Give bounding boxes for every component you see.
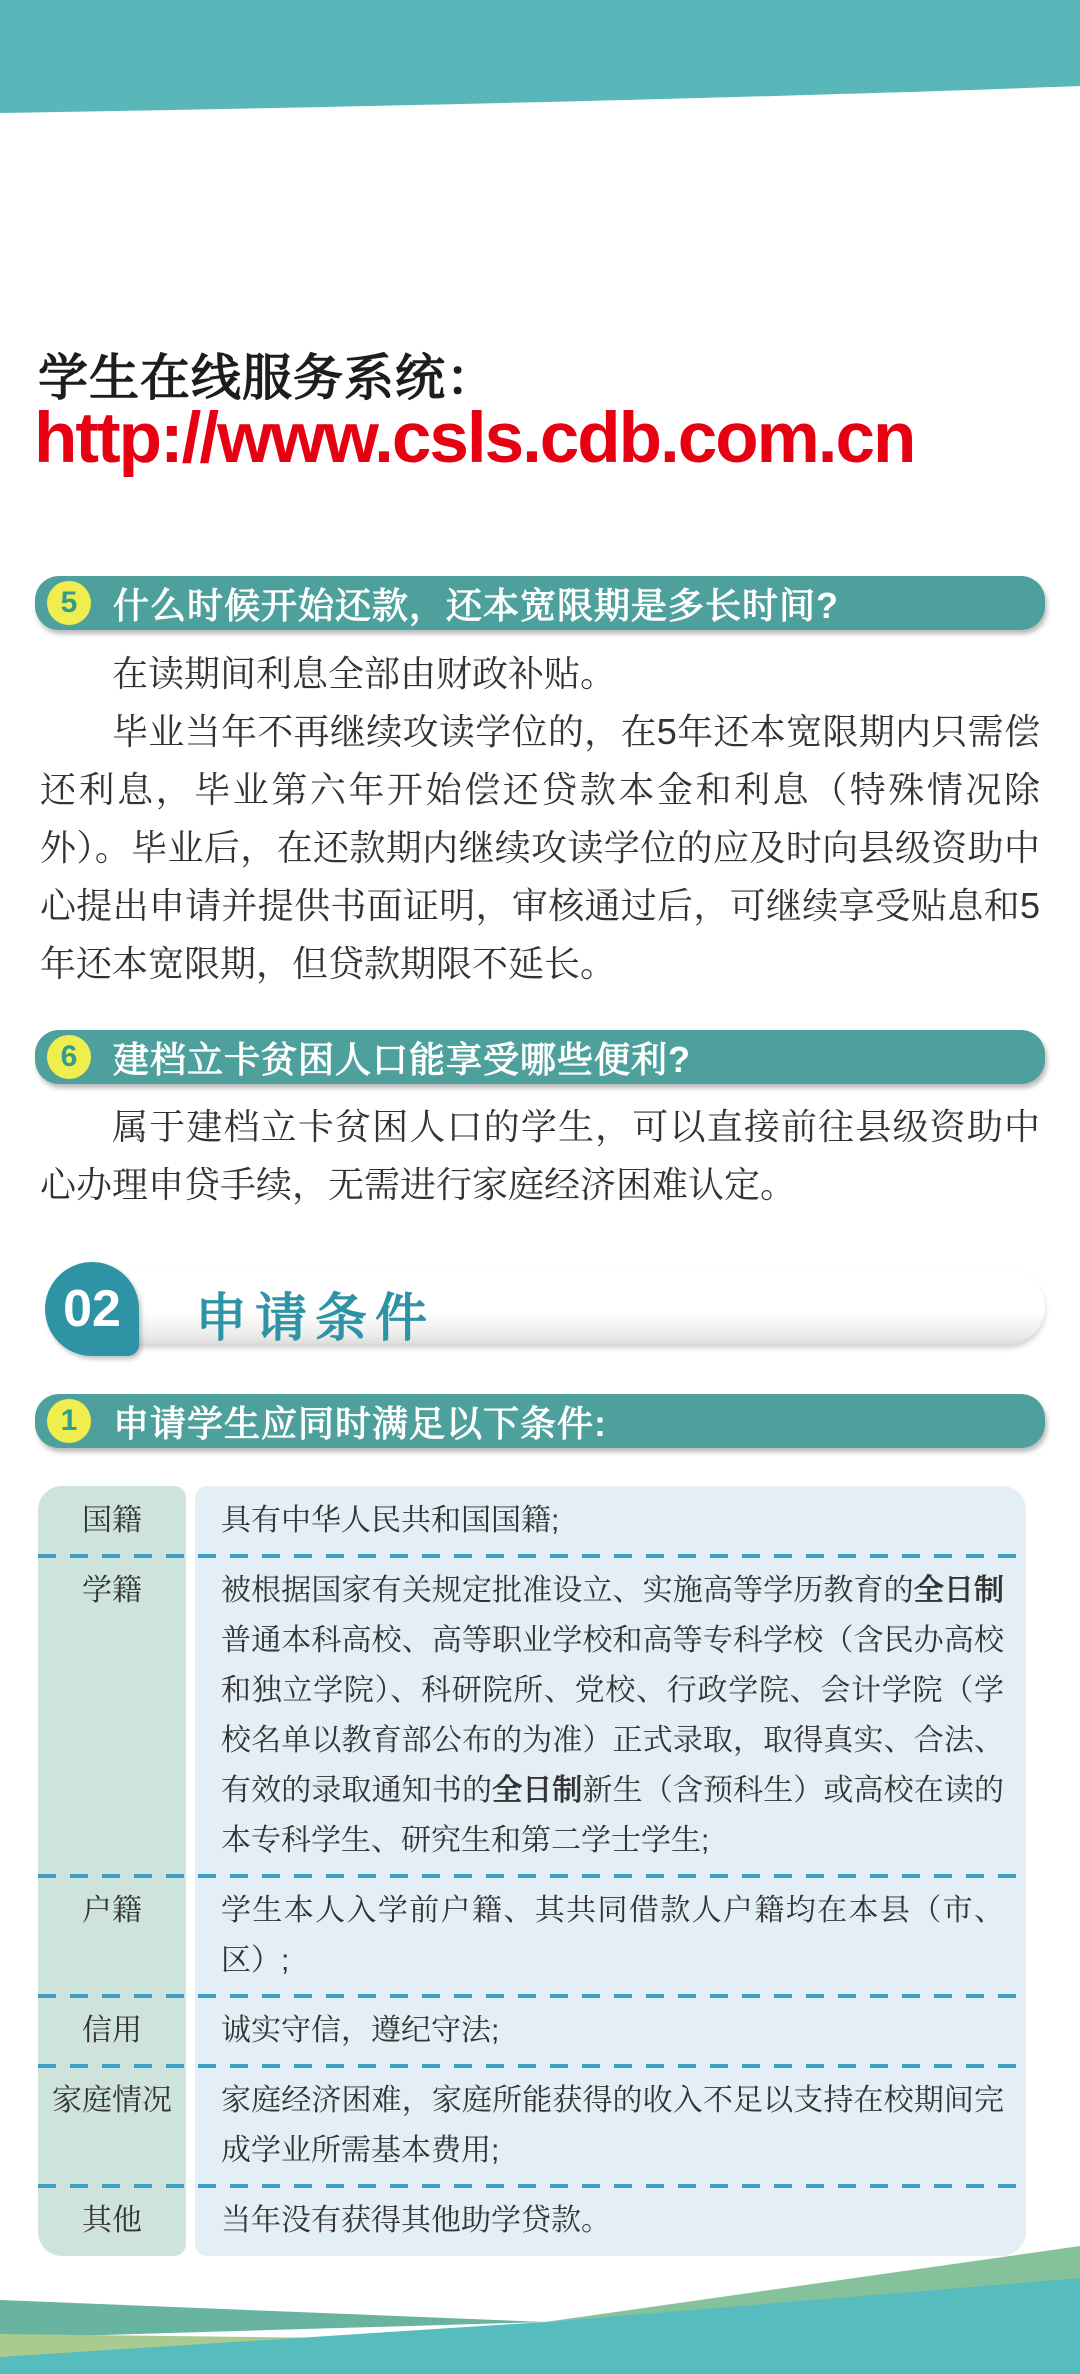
table-row-household (38, 1876, 1026, 1996)
row-label-cell: 其他 (38, 2186, 186, 2256)
table-row-student-status (38, 1556, 1026, 1876)
question-6-header (35, 1030, 1045, 1084)
conditions-table (38, 1486, 1026, 2256)
conditions-header-title: 申请学生应同时满足以下条件: (113, 1402, 607, 1444)
row-content-cell: 家庭经济困难，家庭所能获得的收入不足以支持在校期间完成学业所需基本费用; (195, 2066, 1026, 2186)
paragraph: 属于建档立卡贫困人口的学生，可以直接前往县级资助中心办理申贷手续，无需进行家庭经济困难认定。 (40, 1106, 1040, 1205)
row-content-cell: 诚实守信，遵纪守法; (195, 1996, 1026, 2066)
row-content-cell: 具有中华人民共和国国籍; (195, 1486, 1026, 1556)
table-row-credit (38, 1996, 1026, 2066)
question-6-title: 建档立卡贫困人口能享受哪些便利? (113, 1038, 691, 1080)
row-separator (38, 1874, 1026, 1878)
row-label-cell: 信用 (38, 1996, 186, 2066)
question-5-title: 什么时候开始还款，还本宽限期是多长时间? (113, 584, 839, 626)
row-label-cell: 国籍 (38, 1486, 186, 1556)
row-separator (38, 2064, 1026, 2068)
row-separator (38, 2184, 1026, 2188)
top-banner-graphic (0, 0, 1080, 120)
paragraph: 毕业当年不再继续攻读学位的，在5年还本宽限期内只需偿还利息，毕业第六年开始偿还贷款本金和利息（特殊情况除外）。毕业后，在还款期内继续攻读学位的应及时向县级资助中心提出申请并提供书面证明，审核通过后，可继续享受贴息和5年还本宽限期，但贷款期限不延长。 (40, 711, 1040, 984)
row-content-cell: 学生本人入学前户籍、其共同借款人户籍均在本县（市、区）; (195, 1876, 1026, 1996)
section-02-title: 申请条件 (195, 1290, 436, 1348)
service-system-url: http://www.csls.cdb.com.cn (34, 399, 915, 478)
service-system-label: 学生在线服务系统： (38, 350, 497, 406)
row-content-cell: 被根据国家有关规定批准设立、实施高等学历教育的全日制普通本科高校、高等职业学校和高等专科学校（含民办高校和独立学院）、科研院所、党校、行政学院、会计学院（学校名单以教育部公布的为准）正式录取，取得真实、合法、有效的录取通知书的全日制新生（含预科生）或高校在读的本专科学生、研究生和第二学士学生; (195, 1556, 1026, 1876)
section-02-header (35, 1262, 1045, 1374)
question-5-number-badge: 5 (47, 581, 91, 625)
question-6-body (40, 1098, 1040, 1214)
conditions-header-bar (35, 1394, 1045, 1448)
row-label-cell: 学籍 (38, 1556, 186, 1876)
row-separator (38, 1994, 1026, 1998)
footer-graphic (0, 2240, 1080, 2374)
question-6-number-badge: 6 (47, 1035, 91, 1079)
table-row-family (38, 2066, 1026, 2186)
paragraph: 在读期间利息全部由财政补贴。 (112, 653, 617, 694)
question-5-body (40, 645, 1040, 993)
question-5-header (35, 576, 1045, 630)
row-separator (38, 1554, 1026, 1558)
table-row-nationality (38, 1486, 1026, 1556)
conditions-number-badge: 1 (47, 1399, 91, 1443)
row-label-cell: 户籍 (38, 1876, 186, 1996)
row-content-cell: 当年没有获得其他助学贷款。 (195, 2186, 1026, 2256)
row-label-cell: 家庭情况 (38, 2066, 186, 2186)
section-02-number-badge: 02 (45, 1262, 139, 1356)
